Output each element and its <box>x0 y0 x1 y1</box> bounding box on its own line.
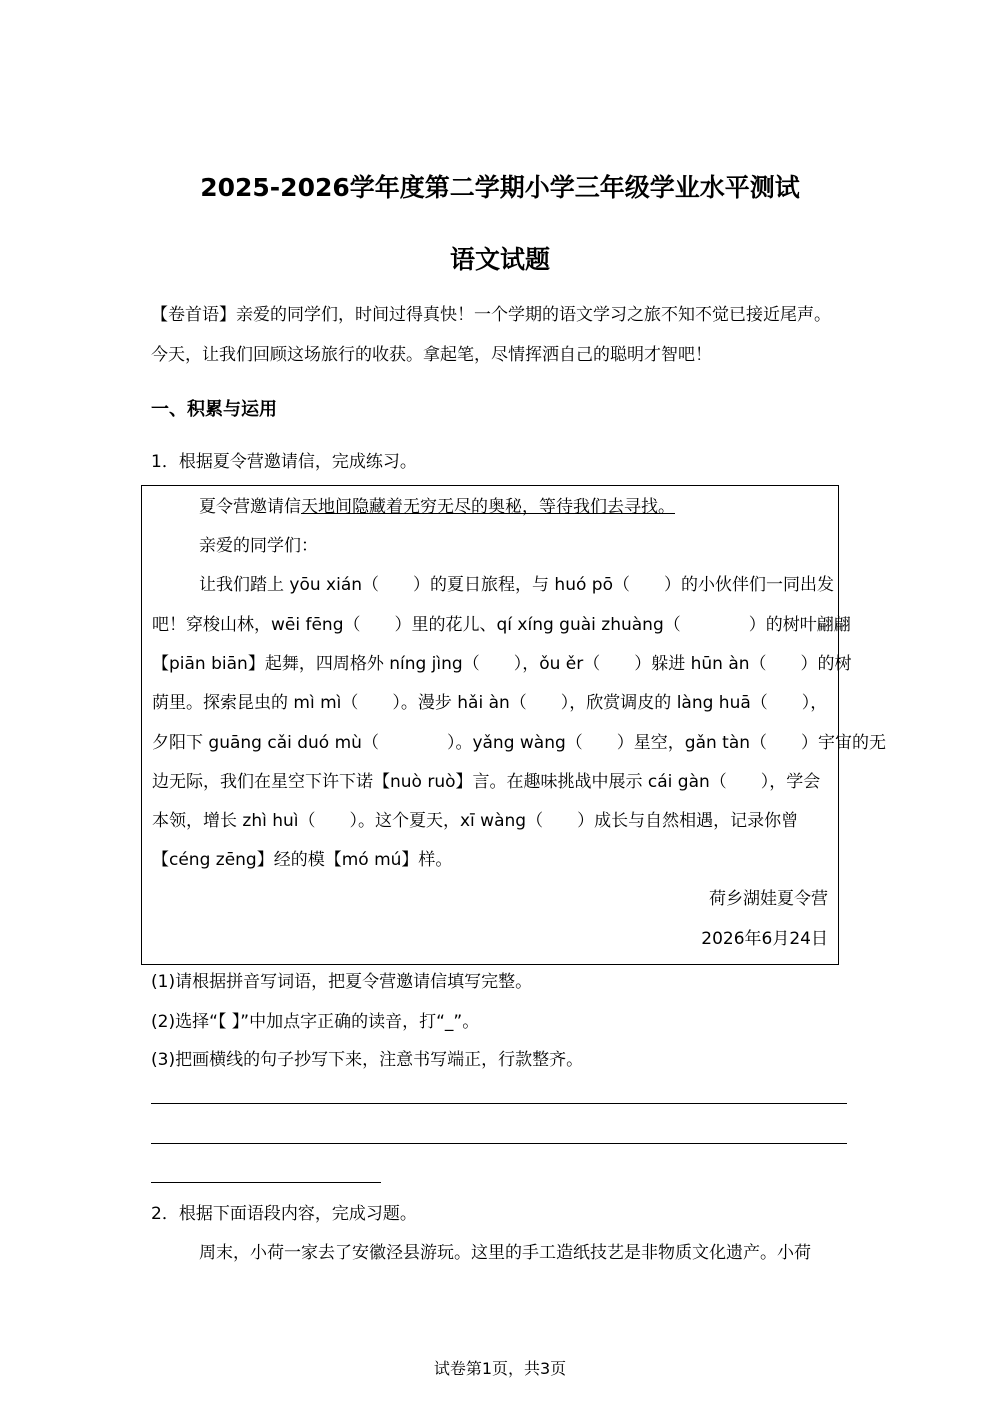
question-1-part-1: (1)请根据拼音写词语，把夏令营邀请信填写完整。 <box>151 972 533 992</box>
question-2-title: 2．根据下面语段内容，完成习题。 <box>151 1204 417 1224</box>
invitation-letter-box <box>141 485 887 965</box>
question-1-title: 1．根据夏令营邀请信，完成练习。 <box>151 452 417 472</box>
letter-body-line: 【céng zēng】经的模【mó mú】样。 <box>152 850 453 870</box>
letter-body-line: 吧！穿梭山林，wēi fēng（ ）里的花儿、qí xíng guài zhuàng（ ）的树叶翩翩 <box>152 615 851 635</box>
question-1-part-2: (2)选择“【 】”中加点字正确的读音，打“_”。 <box>151 1012 480 1032</box>
question-1-part-3: (3)把画横线的句子抄写下来，注意书写端正，行款整齐。 <box>151 1050 584 1070</box>
answer-writing-line[interactable] <box>151 1182 381 1183</box>
preface-line-2: 今天，让我们回顾这场旅行的收获。拿起笔，尽情挥洒自己的聪明才智吧！ <box>151 345 712 365</box>
letter-body-line: 边无际，我们在星空下许下诺【nuò ruò】言。在趣味挑战中展示 cái gàn（ ），学会 <box>152 772 821 792</box>
letter-body-line: 让我们踏上 yōu xián（ ）的夏日旅程，与 huó pō（ ）的小伙伴们一同出发 <box>199 575 834 595</box>
letter-body-line: 【piān biān】起舞，四周格外 níng jìng（ ），ǒu ěr（ ）躲进 hūn àn（ ）的树 <box>152 654 852 674</box>
letter-heading-prefix: 夏令营邀请信 <box>199 497 301 517</box>
question-2-paragraph: 周末，小荷一家去了安徽泾县游玩。这里的手工造纸技艺是非物质文化遗产。小荷 <box>199 1243 811 1263</box>
answer-writing-line[interactable] <box>151 1103 847 1104</box>
underlined-sentence: 天地间隐藏着无穷无尽的奥秘，等待我们去寻找。 <box>301 497 675 517</box>
page-footer: 试卷第1页，共3页 <box>433 1359 567 1378</box>
letter-body-line: 夕阳下 guāng cǎi duó mù（ ）。yǎng wàng（ ）星空，gǎn tàn（ ）宇宙的无 <box>152 733 887 753</box>
letter-body-line: 荫里。探索昆虫的 mì mì（ ）。漫步 hǎi àn（ ），欣赏调皮的 làng huā（ ）， <box>152 693 828 713</box>
section-heading: 一、积累与运用 <box>151 399 277 420</box>
letter-signature: 荷乡湖娃夏令营 <box>709 889 828 909</box>
letter-greeting: 亲爱的同学们： <box>199 536 318 556</box>
exam-subject-title: 语文试题 <box>449 245 550 274</box>
letter-heading <box>199 495 675 519</box>
letter-date: 2026年6月24日 <box>701 929 828 949</box>
answer-writing-line[interactable] <box>151 1143 847 1144</box>
letter-body-line: 本领，增长 zhì huì（ ）。这个夏天，xī wàng（ ）成长与自然相遇，记录你曾 <box>152 811 799 831</box>
exam-title: 2025-2026学年度第二学期小学三年级学业水平测试 <box>200 173 800 202</box>
preface-line-1: 【卷首语】亲爱的同学们，时间过得真快！一个学期的语文学习之旅不知不觉已接近尾声。 <box>151 305 831 325</box>
